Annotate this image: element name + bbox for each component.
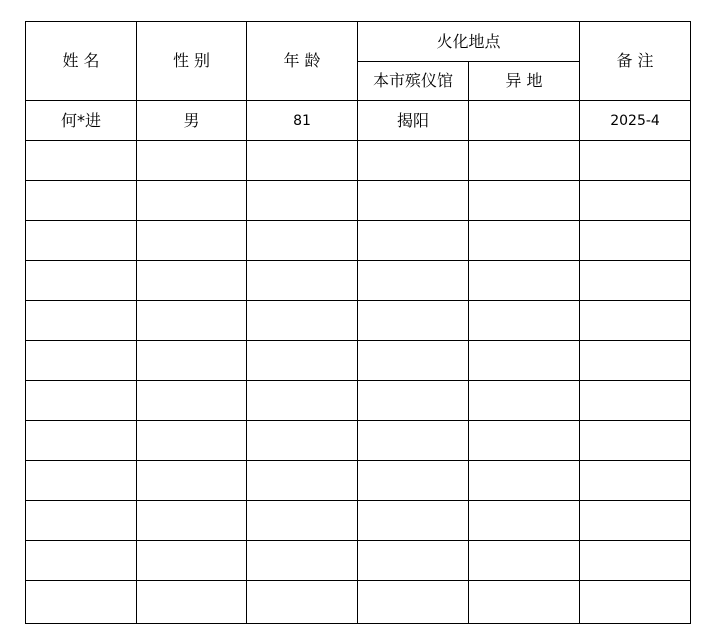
cell-age [247,301,358,341]
cell-gender [137,421,247,461]
cell-age [247,541,358,581]
table-row [26,181,691,221]
cell-local-funeral-home [358,341,469,381]
cell-local-funeral-home [358,541,469,581]
cremation-record-table [25,21,691,624]
cell-name [26,141,137,181]
table-row [26,541,691,581]
cell-other-place [469,301,580,341]
cell-remarks [580,301,691,341]
cell-local-funeral-home [358,581,469,624]
cell-name [26,461,137,501]
cell-local-funeral-home [358,381,469,421]
cell-age [247,501,358,541]
cell-name [26,221,137,261]
cell-remarks [580,341,691,381]
cell-other-place [469,501,580,541]
cell-other-place [469,341,580,381]
cell-gender [137,541,247,581]
cell-name [26,341,137,381]
table-row [26,341,691,381]
table-row [26,301,691,341]
cell-age [247,141,358,181]
cell-name: 何*进 [26,101,137,141]
cell-gender [137,341,247,381]
header-gender: 性 别 [137,22,247,101]
cell-other-place [469,541,580,581]
cell-remarks [580,221,691,261]
table-row [26,581,691,624]
cell-remarks [580,461,691,501]
cell-age [247,341,358,381]
cell-name [26,301,137,341]
table-row [26,501,691,541]
cell-remarks [580,141,691,181]
cell-name [26,421,137,461]
cell-age [247,461,358,501]
cell-name [26,381,137,421]
cell-name [26,541,137,581]
cell-gender [137,581,247,624]
header-age: 年 龄 [247,22,358,101]
cell-other-place [469,141,580,181]
table-row [26,261,691,301]
table-row [26,421,691,461]
header-other-place: 异 地 [469,62,580,101]
cell-gender: 男 [137,101,247,141]
cell-age: 81 [247,101,358,141]
cell-gender [137,261,247,301]
cell-gender [137,221,247,261]
cell-other-place [469,381,580,421]
cell-local-funeral-home [358,421,469,461]
cell-remarks [580,581,691,624]
header-name: 姓 名 [26,22,137,101]
cell-remarks: 2025-4 [580,101,691,141]
cell-gender [137,141,247,181]
header-local-funeral-home: 本市殡仪馆 [358,62,469,101]
cell-other-place [469,181,580,221]
header-remarks: 备 注 [580,22,691,101]
cell-remarks [580,501,691,541]
cell-other-place [469,101,580,141]
cell-remarks [580,421,691,461]
cell-name [26,581,137,624]
cell-gender [137,381,247,421]
cell-local-funeral-home [358,181,469,221]
cell-name [26,501,137,541]
cell-gender [137,301,247,341]
cell-age [247,221,358,261]
cell-gender [137,181,247,221]
cell-age [247,181,358,221]
cell-age [247,261,358,301]
table-row [26,461,691,501]
cell-local-funeral-home [358,261,469,301]
header-cremation-place: 火化地点 [358,22,580,62]
table-row [26,221,691,261]
cell-local-funeral-home [358,141,469,181]
cell-local-funeral-home [358,501,469,541]
cell-other-place [469,421,580,461]
cell-remarks [580,381,691,421]
cell-age [247,581,358,624]
cell-other-place [469,461,580,501]
cell-gender [137,501,247,541]
cell-local-funeral-home [358,461,469,501]
cell-name [26,261,137,301]
cell-other-place [469,221,580,261]
cell-remarks [580,261,691,301]
cell-remarks [580,541,691,581]
cell-age [247,381,358,421]
table-row [26,141,691,181]
table-row [26,381,691,421]
cell-other-place [469,581,580,624]
cell-gender [137,461,247,501]
cell-age [247,421,358,461]
table-row [26,101,691,141]
cell-name [26,181,137,221]
table-body [26,101,691,624]
cell-remarks [580,181,691,221]
cell-other-place [469,261,580,301]
cell-local-funeral-home [358,301,469,341]
cell-local-funeral-home: 揭阳 [358,101,469,141]
cell-local-funeral-home [358,221,469,261]
